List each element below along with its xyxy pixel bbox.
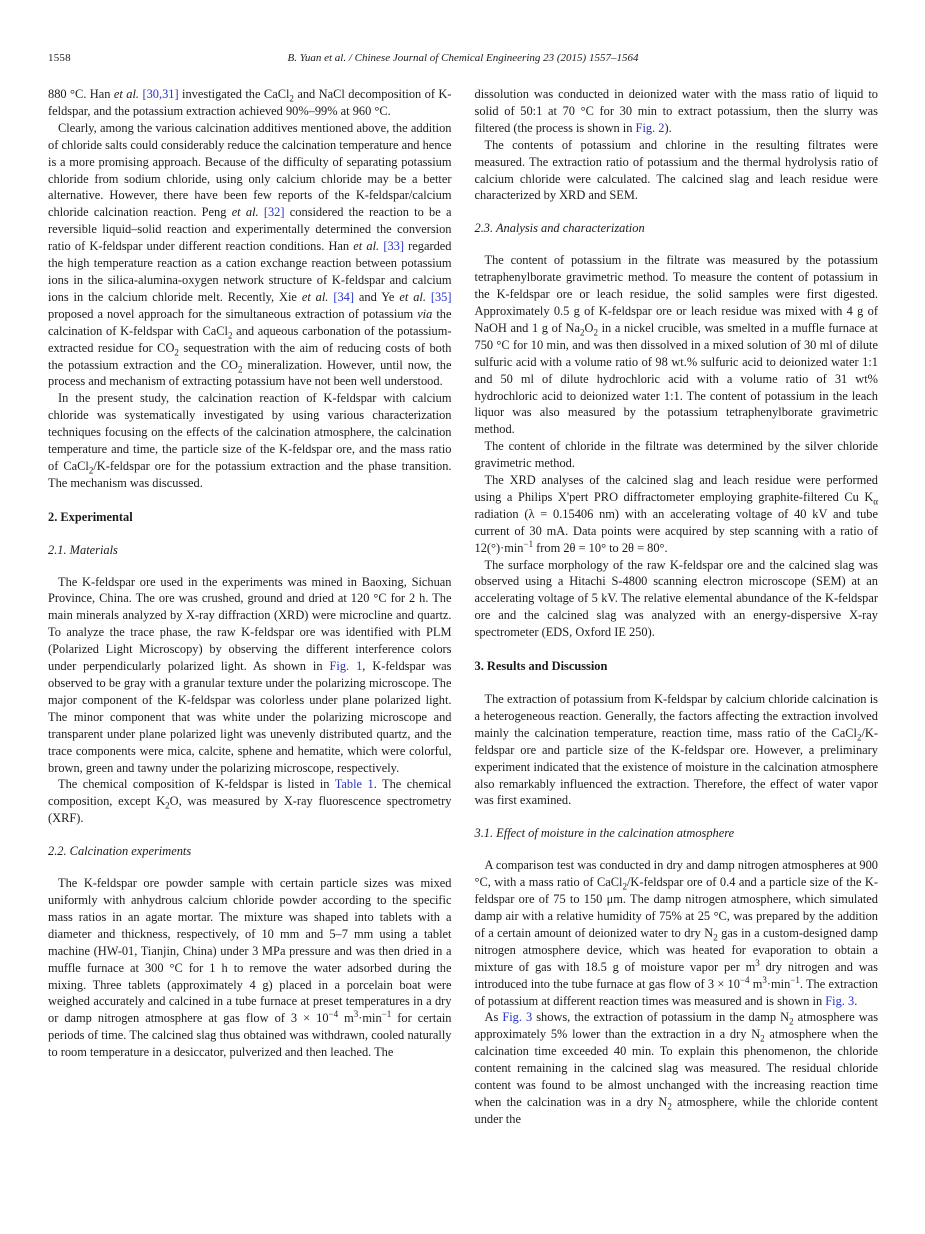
ref-link[interactable]: Fig. 2 (635, 120, 665, 135)
right-column (475, 86, 879, 1128)
paragraph: 880 °C. Han et al. [30,31] investigated the CaCl$_2$ and NaCl decomposition of K-feldspar, and the potassium extraction achieved 90%–99% at 960 °C. (48, 87, 452, 118)
ref-link[interactable]: [35] (430, 289, 452, 304)
paragraph: dissolution was conducted in deionized water with the mass ratio of liquid to solid of 50:1 at 70 °C for 30 min to extract potassium, then the slurry was filtered (the process is shown in Fig. 2). (474, 87, 878, 135)
section-heading: 2. Experimental (48, 509, 133, 524)
ref-link[interactable]: Table 1 (334, 777, 374, 792)
ref-link[interactable]: [30,31] (142, 87, 179, 101)
page-number: 1558 (48, 52, 71, 64)
ref-link[interactable]: [33] (383, 239, 404, 254)
paragraph: In the present study, the calcination reaction of K-feldspar with calcium chloride was systematically investigated by using various characterization techniques focusing on the effects of the calcination atmosphere, the calcination temperature and time, the particle size of the K-feldspar ore, and the mass ratio of CaCl$_2$/K-feldspar ore for the potassium extraction and the phase transition. The mechanism was discussed. (48, 391, 452, 490)
ref-link[interactable]: Fig. 3 (502, 1010, 533, 1025)
paragraph: The content of chloride in the filtrate was determined by the silver chloride gravimetric method. (474, 439, 878, 471)
page-header (48, 52, 878, 68)
subsection-heading: 2.1. Materials (48, 542, 118, 557)
subsection-heading: 3.1. Effect of moisture in the calcination atmosphere (474, 826, 735, 841)
paragraph: A comparison test was conducted in dry and damp nitrogen atmospheres at 900 °C, with a mass ratio of CaCl$_2$/K-feldspar ore of 0.4 and a particle size of the K-feldspar ore of 75 to 150 μm. The damp nitrogen atmosphere, which simulated damp air with a relative humidity of 75% at 25 °C, was prepared by the addition of a certain amount of deionized water to dry $N_2$ gas in a custom-designed damp nitrogen atmosphere device, which was heated for evaporation to obtain a mixture of gas with 18.5 g of moisture vapor per $m^3$ dry nitrogen and was introduced into the tube furnace at gas flow of $3 \times 10^{-4}$ $m^3\cdot\min^{-1}$. The extraction of potassium at different reaction times was measured and is shown in Fig. 3. (474, 858, 879, 1008)
paragraph: The extraction of potassium from K-feldspar by calcium chloride calcination is a heterogeneous reaction. Generally, the factors affecting the extraction involved mainly the calcination temperature, reaction time, mass ratio of the CaCl$_2$/K-feldspar ore and particle size of the K-feldspar ore. However, a preliminary experiment indicated that the existence of moisture in the calcination atmosphere also remarkably influenced the extraction. Therefore, the effect of water vapor was first examined. (474, 692, 878, 808)
paragraph: The chemical composition of K-feldspar is listed in Table 1. The chemical composition, except $K_2O$, was measured by X-ray fluorescence spectrometry (XRF). (48, 777, 452, 826)
ref-link[interactable]: [34] (333, 289, 354, 304)
ref-link[interactable]: Fig. 1 (329, 659, 363, 674)
paragraph: As Fig. 3 shows, the extraction of potassium in the damp $N_2$ atmosphere was approximately 5% lower than the extraction in a dry $N_2$ atmosphere when the calcination time exceeded 40 min. To explain this phenomenon, the chloride content remaining in the calcined slag was measured. The residual chloride content was found to be almost unchanged with the increasing reaction time when the calcination was in a dry $N_2$ atmosphere, while the chloride content under the (474, 1010, 879, 1126)
paragraph: The K-feldspar ore powder sample with certain particle sizes was mixed uniformly with anhydrous calcium chloride powder according to the specific mass ratios in an agate mortar. The mixture was shaped into tablets with a diameter and thickness, respectively, of 10 mm and 5–7 mm using a tablet machine (HW-01, Tianjin, China) under 3 MPa pressure and was then dried in a muffle furnace at 300 °C for 1 h to remove the water adsorbed during the mixing. Three tablets (approximately 4 g) placed in a porcelain boat were weighed accurately and calcined in a tube furnace at preset temperatures in a dry or damp nitrogen atmosphere at gas flow of $3 \times 10^{-4}$ $m^3\cdot\min^{-1}$ for certain periods of time. The calcined slag thus obtained was withdrawn, cooled naturally to room temperature in a desiccator, pulverized and then leached. The (48, 876, 452, 1060)
running-head: B. Yuan et al. / Chinese Journal of Chemical Engineering 23 (2015) 1557–1564 (287, 52, 639, 64)
paragraph: The contents of potassium and chlorine in the resulting filtrates were measured. The extraction ratio of potassium and the thermal hydrolysis ratio of calcium chloride were calculated. The calcined slag and leach residue were characterized by XRD and SEM. (474, 137, 878, 203)
subsection-heading: 2.3. Analysis and characterization (474, 221, 645, 236)
paragraph: The K-feldspar ore used in the experiments was mined in Baoxing, Sichuan Province, China. The ore was crushed, ground and dried at 120 °C for 2 h. The main minerals analyzed by X-ray diffraction (XRD) were microcline and quartz. To analyze the trace phase, the raw K-feldspar ore was identified with PLM (Polarized Light Microscopy) by observing the different interference colors under perpendicularly polarized light. As shown in Fig. 1, K-feldspar was observed to be gray with a granular texture under the polarizing microscope. The major component of the K-feldspar was colorless under plane polarized light. The minor component that was white under the polarizing microscope and transparent under plane polarized light was unevenly distributed quartz, and the trace components were mica, calcite, sphene and hematite, which were colorful, brown, green and tawny under the polarizing microscope, respectively. (48, 574, 452, 775)
ref-link[interactable]: Fig. 3 (825, 993, 855, 1008)
paragraph: The content of potassium in the filtrate was measured by the potassium tetraphenylborate gravimetric method. To measure the content of potassium in the K-feldspar ore or leach residue, the solid samples were first digested. Approximately 0.5 g of K-feldspar ore or leach residue was mixed with 4 g of NaOH and 1 g of $Na_2O_2$ in a nickel crucible, was smelted in a muffle furnace at 750 °C for 10 min, and was then dissolved in a mixed solution of 30 ml of dilute sulfuric acid with a volume ratio of 98 wt.% sulfuric acid to deionized water 1:1 and 50 ml of dilute hydrochloric acid with a volume ratio of 31 wt% hydrochloric acid to deionized water 1:1. The content of potassium in the leach liquor was also measured by the potassium tetraphenylborate gravimetric method. (474, 253, 878, 437)
paragraph: The surface morphology of the raw K-feldspar ore and the calcined slag was observed using a Hitachi S-4800 scanning electron microscope (SEM) at an accelerating voltage of 5 kV. The relative elemental abundance of the K-feldspar ore and the calcined slag was analyzed with an energy-dispersive X-ray spectrometer (EDS, Oxford IE 250). (474, 557, 878, 640)
two-column-body (48, 86, 878, 1128)
paragraph: The XRD analyses of the calcined slag and leach residue were performed using a Philips X'pert PRO diffractometer employing graphite-filtered Cu $K_\alpha$ radiation (λ = 0.15406 nm) with an accelerating voltage of 40 kV and tube current of 30 mA. Data points were acquired by step scanning with a ratio of $12(^\circ)\cdot\min^{-1}$ from 2θ = 10° to 2θ = 80°. (474, 473, 878, 555)
left-column (48, 86, 452, 1128)
section-heading: 3. Results and Discussion (474, 659, 608, 674)
subsection-heading: 2.2. Calcination experiments (48, 844, 192, 859)
ref-link[interactable]: [32] (263, 205, 285, 220)
paragraph: Clearly, among the various calcination additives mentioned above, the addition of chloride salts could considerably reduce the calcination temperature and hence is a more promising approach. Because of the difficulty of separating potassium chloride from sodium chloride, using only calcium chloride may be a better alternative. However, there have been few reports of the K-feldspar/calcium chloride calcination reaction. Peng et al. [32] considered the reaction to be a reversible liquid–solid reaction and experimentally determined the conversion ratio of K-feldspar under different reaction conditions. Han et al. [33] regarded the high temperature reaction as a cation exchange reaction between potassium ions in the silica-alumina-oxygen network structure of K-feldspar and calcium ions in the calcium chloride melt. Recently, Xie et al. [34] and Ye et al. [35] proposed a novel approach for the simultaneous extraction of potassium via the calcination of K-feldspar with CaCl$_2$ and aqueous carbonation of the potassium-extracted residue for $CO_2$ sequestration with the aim of reducing costs of both the potassium extraction and the $CO_2$ mineralization. However, until now, the process and mechanism of extracting potassium have not been well understood. (48, 120, 452, 389)
